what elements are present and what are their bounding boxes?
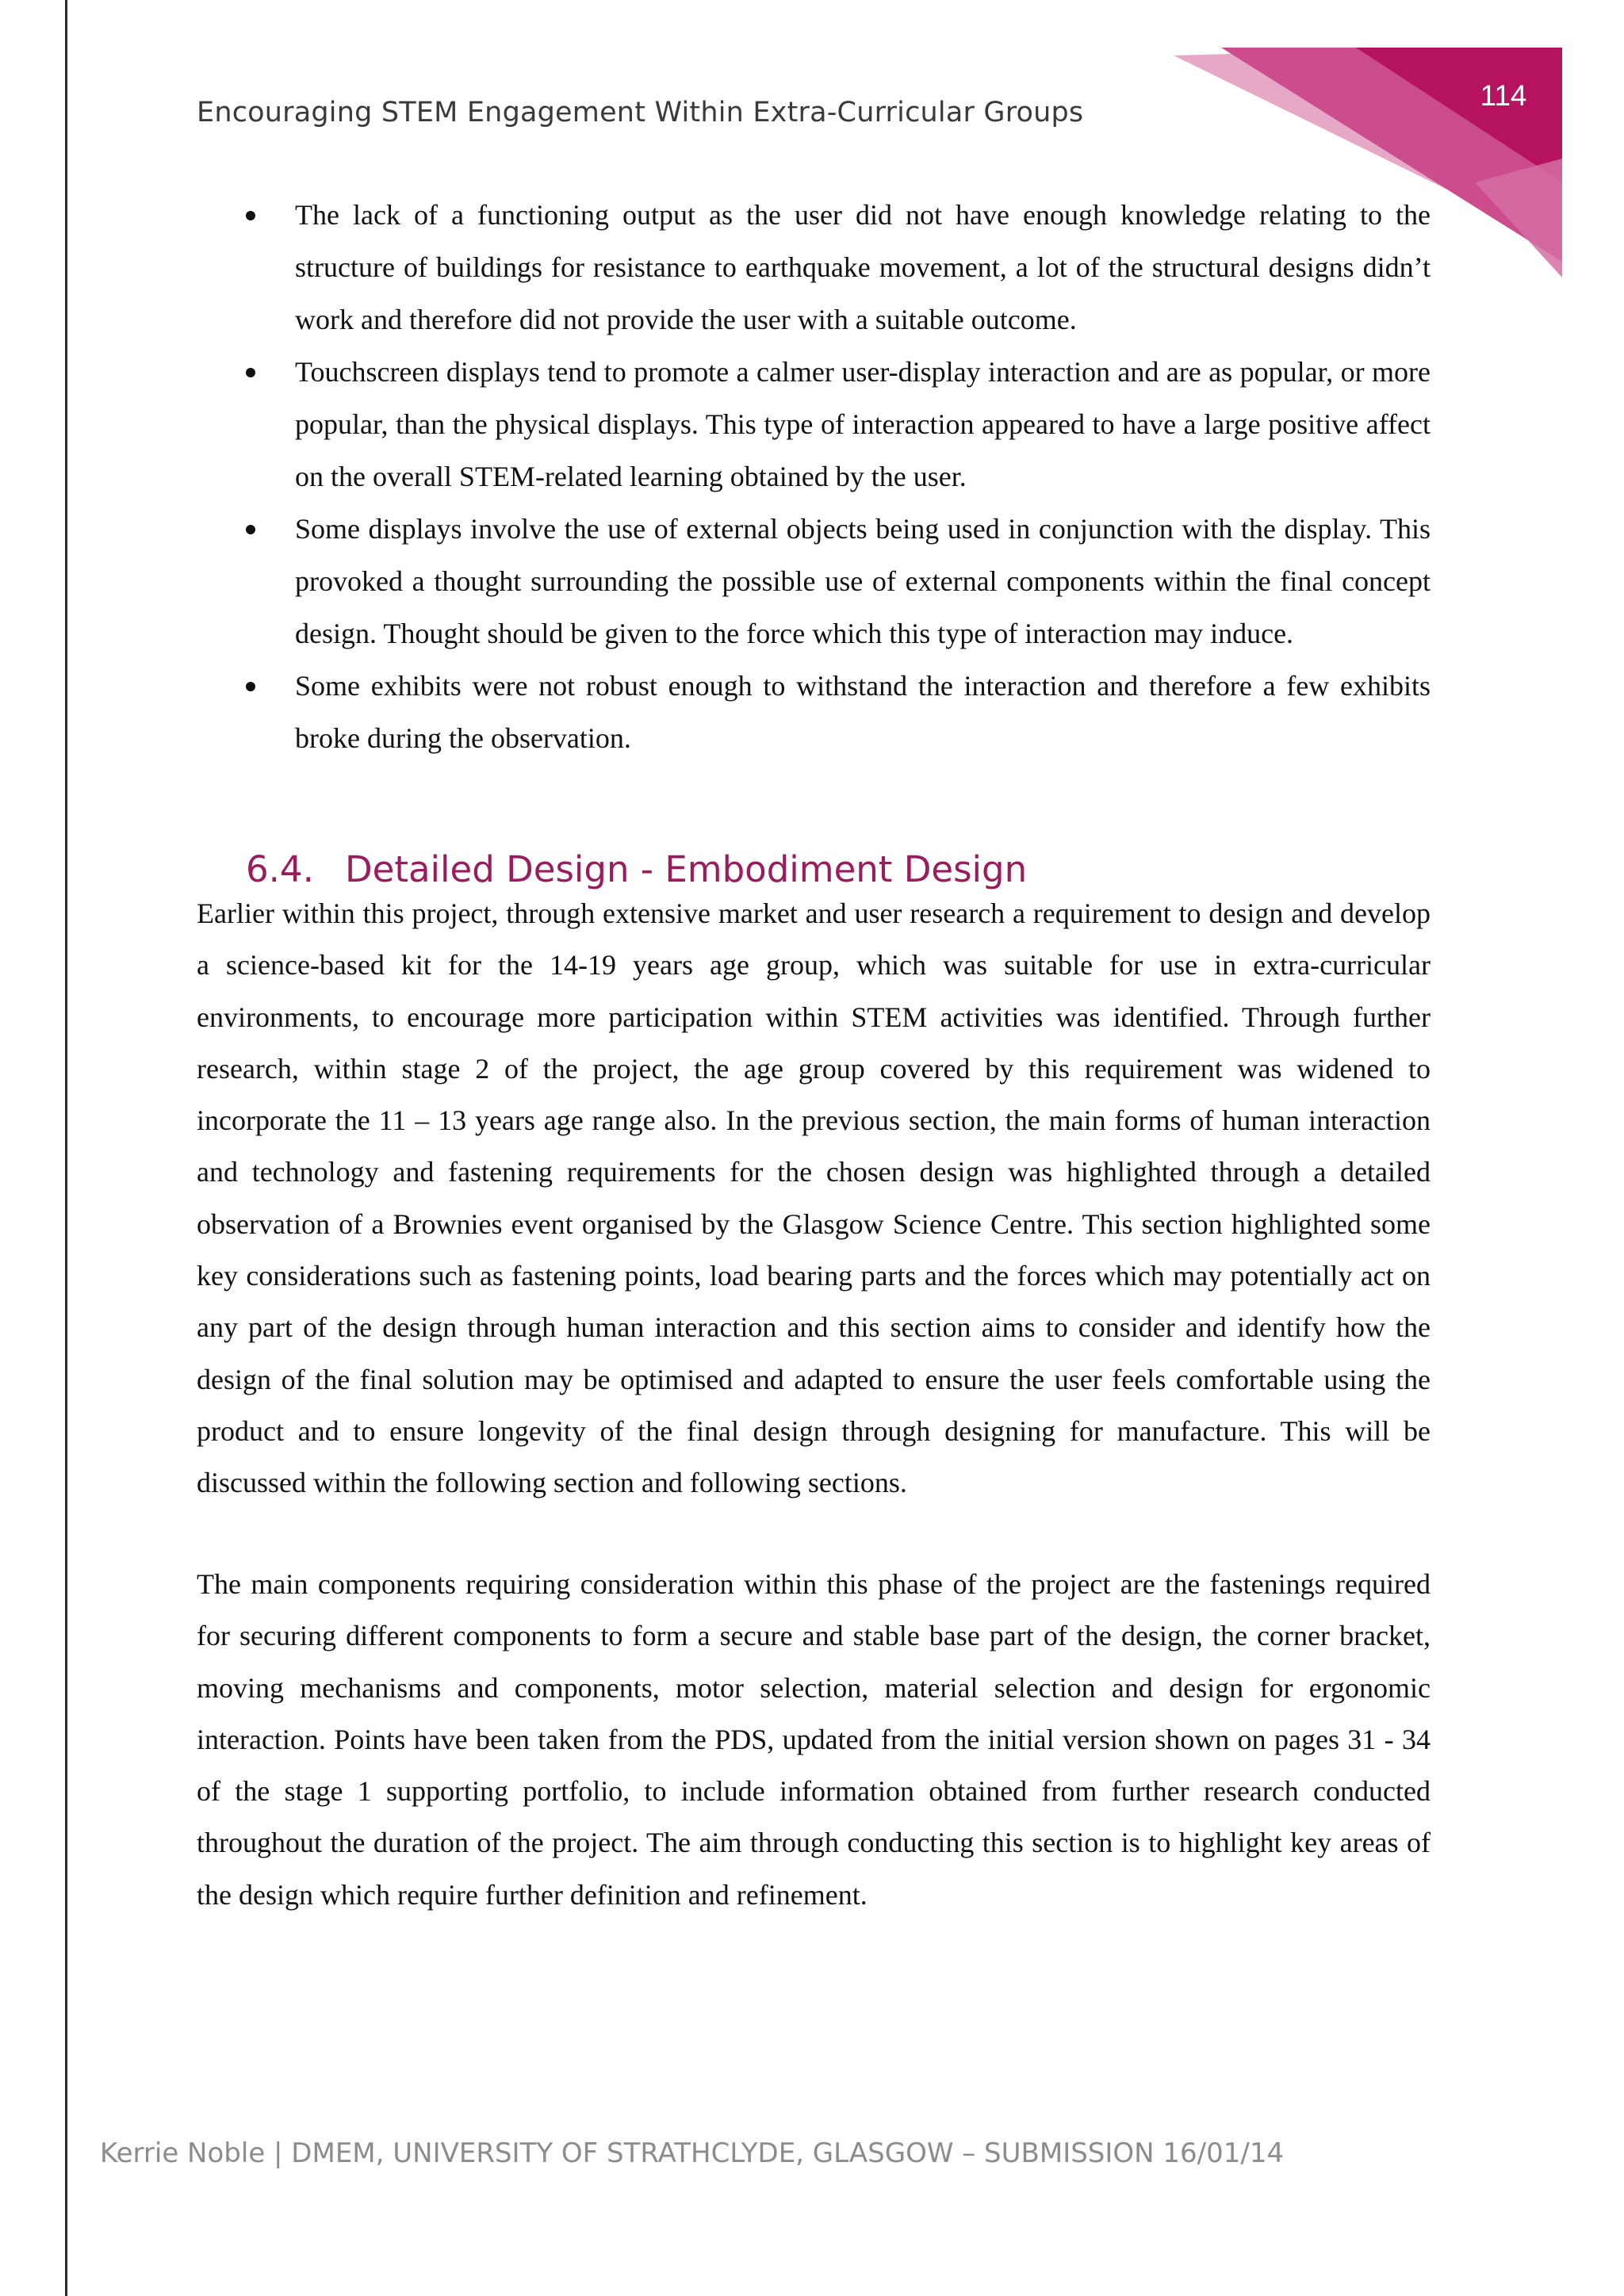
section-number: 6.4. [246, 848, 314, 890]
observation-bullet-list [295, 189, 1431, 764]
list-item-text: Touchscreen displays tend to promote a calmer user-display interaction and are as popular, or more popular, than the physical displays. This type of interaction appeared to have a large positive affect on the overall STEM-related learning obtained by the user. [295, 356, 1431, 492]
list-item [295, 503, 1431, 660]
page-footer: Kerrie Noble | DMEM, UNIVERSITY OF STRATHCLYDE, GLASGOW – SUBMISSION 16/01/14 [100, 2137, 1285, 2169]
body-paragraph: The main components requiring consideration within this phase of the project are the fastenings required for securing different components to form a secure and stable base part of the design, the corner bracket, moving mechanisms and components, motor selection, material selection and design for ergonomic interaction. Points have been taken from the PDS, updated from the initial version shown on pages 31 - 34 of the stage 1 supporting portfolio, to include information obtained from further research conducted throughout the duration of the project. The aim through conducting this section is to highlight key areas of the design which require further definition and refinement. [197, 1568, 1431, 1911]
list-item-text: The lack of a functioning output as the user did not have enough knowledge relating to the structure of buildings for resistance to earthquake movement, a lot of the structural designs didn’t work and therefore did not provide the user with a suitable outcome. [295, 199, 1431, 335]
bullet-icon [246, 525, 255, 534]
body-paragraph: Earlier within this project, through extensive market and user research a requirement to design and develop a science-based kit for the 14-19 years age group, which was suitable for use in extra-curricular environments, to encourage more participation within STEM activities was identified. Through further research, within stage 2 of the project, the age group covered by this requirement was widened to incorporate the 11 – 13 years age range also. In the previous section, the main forms of human interaction and technology and fastening requirements for the chosen design was highlighted through a detailed observation of a Brownies event organised by the Glasgow Science Centre. This section highlighted some key considerations such as fastening points, load bearing parts and the forces which may potentially act on any part of the design through human interaction and this section aims to consider and identify how the design of the final solution may be optimised and adapted to ensure the user feels comfortable using the product and to ensure longevity of the final design through designing for manufacture. This will be discussed within the following section and following sections. [197, 897, 1431, 1499]
list-item-text: Some displays involve the use of external objects being used in conjunction with the display. This provoked a thought surrounding the possible use of external components within the final concept design. Thought should be given to the force which this type of interaction may induce. [295, 513, 1431, 649]
bullet-icon [246, 211, 255, 220]
bullet-icon [246, 368, 255, 377]
list-item [295, 660, 1431, 764]
section-title: Detailed Design - Embodiment Design [345, 848, 1028, 890]
bullet-icon [246, 682, 255, 691]
left-margin-rule [65, 0, 67, 2296]
running-header: Encouraging STEM Engagement Within Extra-Curricular Groups [197, 97, 1084, 128]
section-heading [246, 848, 1027, 890]
list-item [295, 189, 1431, 346]
list-item-text: Some exhibits were not robust enough to withstand the interaction and therefore a few exhibits broke during the observation. [295, 670, 1431, 754]
list-item [295, 346, 1431, 503]
page-number: 114 [1480, 79, 1527, 112]
